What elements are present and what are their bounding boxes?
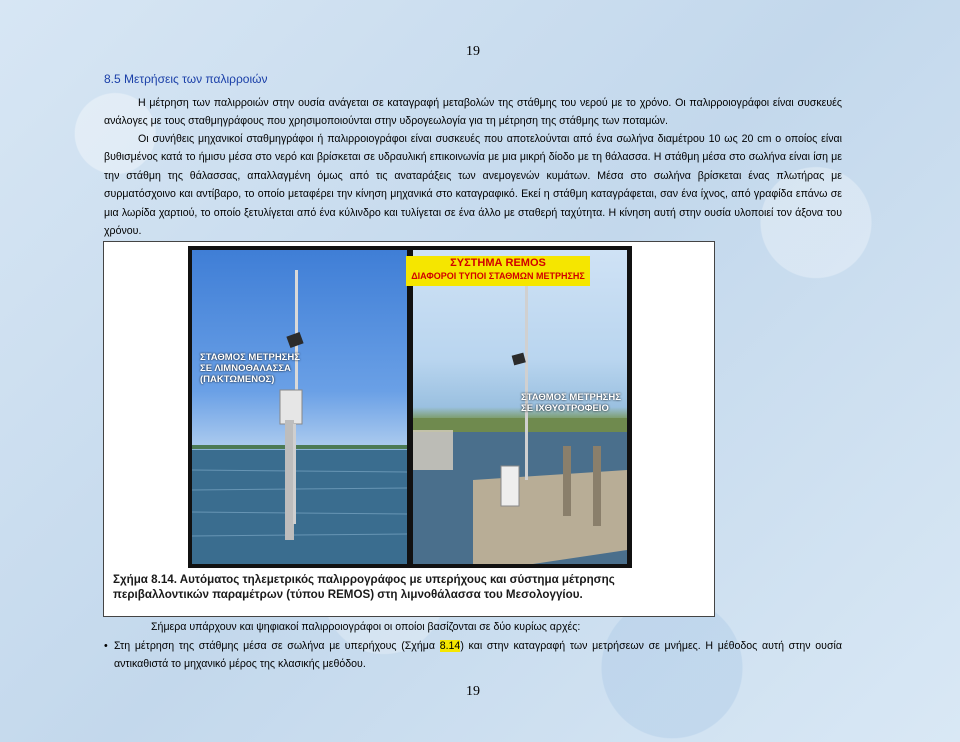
- paragraph-digital: Σήμερα υπάρχουν και ψηφιακοί παλιρροιογράφοι οι οποίοι βασίζονται σε δύο κυρίως αρχές:: [151, 621, 581, 633]
- figure-photo: [188, 246, 632, 568]
- figure-caption: Σχήμα 8.14. Αυτόματος τηλεμετρικός παλιρρογράφος με υπερήχους και σύστημα μέτρησης περιβαλλοντικών παραμέτρων (τύπου REMOS) στη λιμνοθάλασσα του Μεσολογγίου.: [113, 573, 615, 601]
- banner-title: ΣΥΣΤΗΜΑ REMOS: [450, 257, 546, 269]
- label-lagoon-line1: ΣΤΑΘΜΟΣ ΜΕΤΡΗΣΗΣ: [200, 352, 300, 363]
- figure: [103, 241, 715, 617]
- bullet-text: [104, 637, 842, 674]
- figure-reference-highlight[interactable]: 8.14: [439, 640, 461, 652]
- label-fishfarm-line1: ΣΤΑΘΜΟΣ ΜΕΤΡΗΣΗΣ: [521, 392, 621, 403]
- lagoon-scene: [192, 250, 407, 564]
- label-fishfarm-station: [521, 392, 621, 414]
- label-lagoon-line2: ΣΕ ΛΙΜΝΟΘΑΛΑΣΣΑ: [200, 363, 291, 374]
- label-lagoon-line3: (ΠΑΚΤΩΜΕΝΟΣ): [200, 374, 275, 385]
- photo-fishfarm-station: [413, 250, 627, 564]
- photo-lagoon-station: [192, 250, 407, 564]
- bullet-item: [104, 637, 842, 674]
- page-number-top: 19: [466, 44, 480, 59]
- banner-subtitle: ΔΙΑΦΟΡΟΙ ΤΥΠΟΙ ΣΤΑΘΜΩΝ ΜΕΤΡΗΣΗΣ: [411, 271, 585, 281]
- label-lagoon-station: [200, 352, 300, 385]
- section-heading: 8.5 Μετρήσεις των παλιρροιών: [104, 72, 268, 86]
- bullet-text-after: ) και στην καταγραφή των μετρήσεων σε μνήμες. Η μέθοδος αυτή στην ουσία αντικαθιστά το μηχανικό μέρος της κλασικής μεθόδου.: [114, 640, 842, 671]
- label-fishfarm-line2: ΣΕ ΙΧΘΥΟΤΡΟΦΕΙΟ: [521, 403, 609, 414]
- bullet-text-before: Στη μέτρηση της στάθμης μέσα σε σωλήνα με υπερήχους (Σχήμα: [114, 640, 440, 652]
- paragraph-mechanical: Οι συνήθεις μηχανικοί σταθμηγράφοι ή παλιρροιογράφοι είναι συσκευές που αποτελούνται από ένα σωλήνα διαμέτρου 10 ως 20 cm ο οποίος είναι βυθισμένος κατά το ήμισυ μέσα στο νερό και βρίσκεται σε υδραυλική επικοινωνία με μια μικρή δίοδο με τη θάλασσα. Η στάθμη μέσα στο σωλήνα είναι ίση με την στάθμη της θάλασσας, απαλλαγμένη όμως από τις αναταράξεις των ανεμογενών κυμάτων. Μέσα στο σωλήνα βρίσκεται ένας πλωτήρας με συρματόσχοινο και αντίβαρο, το οποίο μεταφέρει την κίνηση μηχανικά στο καταγραφικό. Εκεί η στάθμη καταγράφεται, σαν ένα ίχνος, από γραφίδα επάνω σε μια λωρίδα χαρτιού, το οποίο ξετυλίγεται από ένα κύλινδρο και τυλίγεται σε ένα άλλο με σταθερή ταχύτητα. Η κίνηση αυτή στην ουσία υλοποιεί τον άξονα του χρόνου.: [104, 133, 842, 238]
- remos-banner: [406, 256, 590, 286]
- page-number-bottom: 19: [466, 684, 480, 699]
- bullet-marker: •: [104, 640, 108, 652]
- paragraph-intro: Η μέτρηση των παλιρροιών στην ουσία ανάγεται σε καταγραφή μεταβολών της στάθμης του νερού με το χρόνο. Οι παλιρροιογράφοι είναι συσκευές ανάλογες με τους σταθμηγράφους που χρησιμοποιούνται στην υδρογεωλογία για τη μέτρηση της στάθμης των ποταμών.: [104, 97, 842, 128]
